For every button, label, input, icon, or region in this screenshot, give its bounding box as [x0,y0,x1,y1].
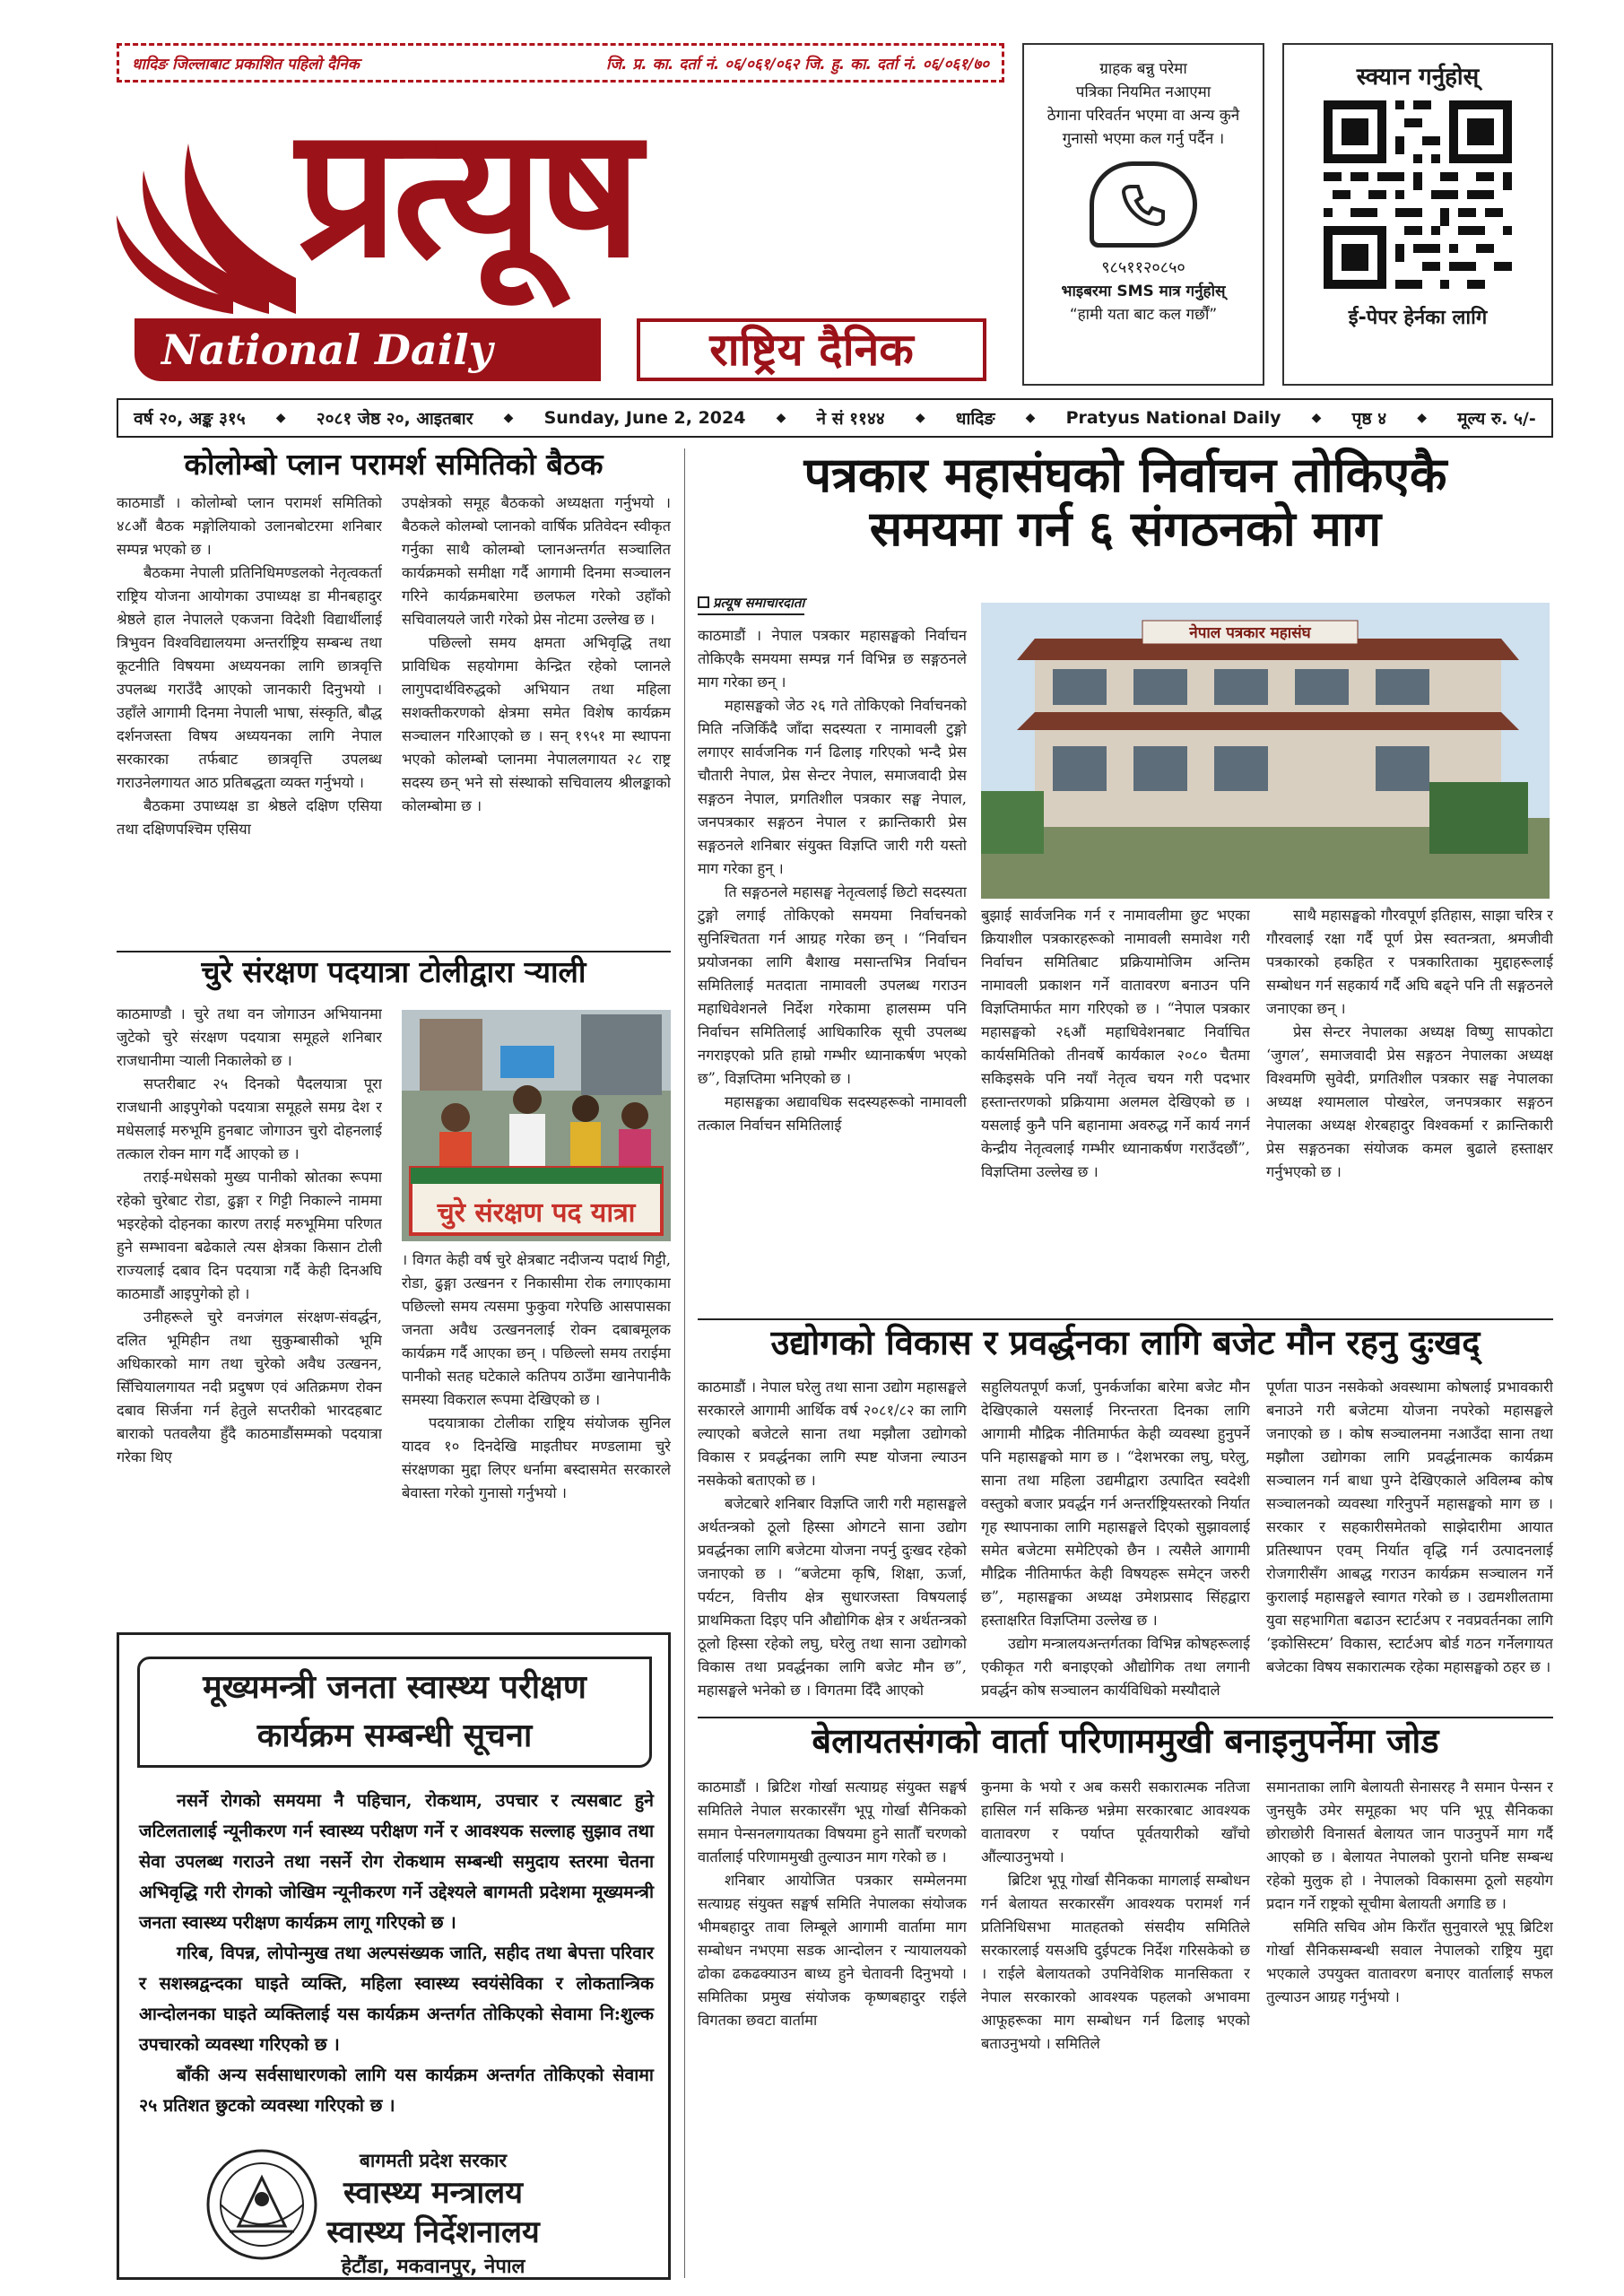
qr-caption: ई-पेपर हेर्नका लागि [1348,307,1488,329]
sign-text: नेपाल पत्रकार महासंघ [1189,624,1311,642]
subscriber-notice [1022,43,1264,386]
volume-issue: वर्ष २०, अङ्क ३१५ [134,409,246,429]
publication-name: Pratyus National Daily [1065,408,1281,428]
building-image [981,603,1550,899]
udyog-column-1 [698,1376,967,1713]
patrakar-headline [698,448,1553,557]
ad-paragraph: बाँकी अन्य सर्वसाधारणको लागि यस कार्यक्रम अन्तर्गत तोकिएको सेवामा २५ प्रतिशत छुटको व्यवस्था गरिएको छ । [139,2065,654,2116]
divider [117,951,671,952]
contact-number: ९८५११२०८५० [1101,258,1185,277]
patrakar-column-2 [981,904,1250,1313]
paragraph: काठमाण्डौ । चुरे तथा वन जोगाउन अभियानमा जुटेको चुरे संरक्षण पदयात्रा समूहले शनिबार राजधानीमा र्‍याली निकालेको छ । [117,1005,382,1069]
first-daily-tagline: धादिङ जिल्लाबाट प्रकाशित पहिलो दैनिक [132,55,360,74]
paragraph: कुनमा के भयो र अब कसरी सकारात्मक नतिजा हासिल गर्न सकिन्छ भन्नेमा सरकारबाट आवश्यक वातावरण र पर्याप्त पूर्वतयारीको खाँचो औंल्याउनुभयो । [981,1779,1250,1866]
paragraph: समानताका लागि बेलायती सेनासरह नै समान पेन्सन र जुनसुकै उमेर समूहका भए पनि भूपू सैनिकका छोराछोरी विनासर्त बेलायत जान पाउनुपर्ने माग गर्दै आएको छ । बेलायत नेपालको पुरानो घनिष्ट सम्बन्ध रहेको मुलुक हो । नेपालको विकासमा ठूलो सहयोग प्रदान गर्ने राष्ट्रको सूचीमा बेलायती अगाडि छ । [1266,1779,1553,1912]
callback-note: “हामी यता बाट कल गर्छौं” [1069,306,1218,324]
qr-code-icon[interactable] [1324,100,1512,289]
nepali-date: २०८१ जेष्ठ २०, आइतबार [316,409,473,429]
paragraph: तराई-मधेसको मुख्य पानीको स्रोतका रूपमा रहेको चुरेबाट रोडा, ढुङ्गा र गिट्टी निकाल्ने नाममा भइरहेको दोहनका कारण तराई मरुभूमिमा परिणत हुने सम्भावना बढेकाले त्यस क्षेत्रका किसान टोली राज्यलाई दबाव दिन पदयात्रा गर्दै केही दिनअघि काठमाडौं आइपुगेको हो । [117,1169,382,1302]
qr-title: स्क्यान गर्नुहोस् [1356,64,1480,91]
nepal-sambat: ने सं ११४४ [816,409,885,429]
paragraph: बैठकमा उपाध्यक्ष डा श्रेष्ठले दक्षिण एसिया तथा दक्षिणपश्चिम एसिया [117,797,382,838]
separator-icon: ◆ [776,411,786,425]
colombo-column-2 [402,491,671,949]
paragraph: सहुलियतपूर्ण कर्जा, पुनर्कर्जाका बारेमा बजेट मौन देखिएकाले यसलाई निरन्तरता दिनका लागि आगामी मौद्रिक नीतिमार्फत केही व्यवस्था हुनुपर्ने पनि महासङ्घको माग छ । “देशभरका लघु, घरेलु, साना तथा महिला उद्यमीद्वारा उत्पादित स्वदेशी वस्तुको बजार प्रवर्द्धन गर्न अन्तर्राष्ट्रियस्तरको निर्यात गृह स्थापनाका लागि महासङ्घले दिएको सुझावलाई समेत बजेटमा समेटिएको छैन । त्यसैले आगामी मौद्रिक नीतिमार्फत केही विषयहरू समेट्न जरुरी छ”, महासङ्घका अध्यक्ष उमेशप्रसाद सिंहद्वारा हस्ताक्षरित विज्ञप्तिमा उल्लेख छ । [981,1378,1250,1629]
paragraph: साथै महासङ्घको गौरवपूर्ण इतिहास, साझा चरित्र र गौरवलाई रक्षा गर्दै पूर्ण प्रेस स्वतन्त्रता, श्रमजीवी पत्रकारको हकहित र पत्रकारिताका मुद्दाहरूलाई सम्बोधन गर्न सहकार्य गर्दै अघि बढ्ने पनि ती सङ्गठनले जनाएका छन् । [1266,907,1553,1017]
headline-line: पत्रकार महासंघको निर्वाचन तोकिएकै [803,447,1447,503]
divider [698,1717,1553,1718]
issuer-government: बागमती प्रदेश सरकार [359,2150,508,2171]
paragraph: समिति सचिव ओम किराँत सुनुवारले भूपू ब्रिटिश गोर्खा सैनिकसम्बन्धी सवाल नेपालको राष्ट्रिय मुद्दा भएकाले उपयुक्त वातावरण बनाएर वार्तालाई सफल तुल्याउन आग्रह गर्नुभयो । [1266,1918,1553,2005]
byline-square-icon [698,596,709,608]
issuer-directorate: स्वास्थ्य निर्देशनालय [326,2214,540,2250]
notice-line: पत्रिका नियमित नआएमा [1075,83,1211,101]
newspaper-logo [117,87,1004,386]
paragraph: उपक्षेत्रको समूह बैठकको अध्यक्षता गर्नुभयो । बैठकले कोलम्बो प्लानको वार्षिक प्रतिवेदन स्वीकृत गर्नुका साथै कोलम्बो प्लानअन्तर्गत सञ्चालित कार्यक्रमको समीक्षा गर्दै आगामी दिनमा सञ्चालन गरिने कार्यक्रमबारेमा छलफल गरेको उहाँको सचिवालयले जारी गरेको प्रेस नोटमा उल्लेख छ । [402,494,671,628]
paragraph: काठमाडौं । नेपाल घरेलु तथा साना उद्योग महासङ्घले सरकारले आगामी आर्थिक वर्ष २०८१/८२ का लागि ल्याएको बजेटले साना तथा मझौला उद्योगको विकास र प्रवर्द्धनका लागि स्पष्ट योजना ल्याउन नसकेको बताएको छ । [698,1378,967,1489]
logo-wordmark: प्रत्यूष [296,87,637,298]
flame-swoosh-icon [117,108,305,314]
divider [698,1318,1553,1320]
patrakar-column-3 [1266,904,1553,1313]
paragraph: महासङ्घका अद्यावधिक सदस्यहरूको नामावली तत्काल निर्वाचन समितिलाई [698,1093,967,1134]
separator-icon: ◆ [915,411,925,425]
rally-photo [402,1010,671,1241]
registration-number: जि. प्र. का. दर्ता नं. ०६/०६१/०६२ जि. हु. का. दर्ता नं. ०६/०६१/७० [606,55,989,74]
paragraph: काठमाडौं । कोलोम्बो प्लान परामर्श समितिको ४८औं बैठक मङ्गोलियाको उलानबोटरमा शनिबार सम्पन्न भएको छ । [117,494,382,558]
notice-line: ग्राहक बन्नु परेमा [1099,60,1187,78]
patrakar-column-1 [698,624,967,1313]
chure-column-2 [402,1248,671,1622]
paragraph: महासङ्घको जेठ २६ गते तोकिएको निर्वाचनको मिति नजिकिँदै जाँदा सदस्यता र नामावली टुङ्गो लगाएर सार्वजनिक गर्न ढिलाइ गरिएको भन्दै प्रेस चौतारी नेपाल, प्रेस सेन्टर नेपाल, समाजवादी प्रेस सङ्गठन नेपाल, प्रगतिशील पत्रकार सङ्घ नेपाल, जनपत्रकार सङ्गठन नेपाल र क्रान्तिकारी प्रेस सङ्गठनले शनिबार संयुक्त विज्ञप्ति जारी गरी यस्तो माग गरेका हुन् । [698,697,967,877]
building-photo [981,603,1550,899]
column-rule [684,448,685,2278]
paragraph: पूर्णता पाउन नसकेको अवस्थामा कोषलाई प्रभावकारी बनाउने गरी बजेटमा योजना नपरेको महासङ्घले जनाएको छ । कोष सञ्चालनमा नआउँदा साना तथा मझौला उद्योगका लागि प्रवर्द्धनात्मक कार्यक्रम सञ्चालन गर्न बाधा पुग्ने देखिएकाले अविलम्ब कोष सञ्चालनको व्यवस्था गरिनुपर्ने महासङ्घको माग छ । सरकार र सहकारीसमेतको साझेदारीमा आयात प्रतिस्थापन एवम् निर्यात वृद्धि गर्न उत्पादनलाई रोजगारीसँग आबद्ध गराउन कार्यक्रम सञ्चालन गर्ने कुरालाई महासङ्घले स्वागत गरेको छ । उद्यमशीलतामा युवा सहभागिता बढाउन स्टार्टअप र नवप्रवर्तनका लागि ‘इकोसिस्टम’ विकास, स्टार्टअप बोर्ड गठन गर्नेलगायत बजेटका विषय सकारात्मक रहेका महासङ्घको ठहर छ । [1266,1378,1553,1675]
rally-image [402,1010,671,1241]
paragraph: काठमाडौं । नेपाल पत्रकार महासङ्घको निर्वाचन तोकिएकै समयमा सम्पन्न गर्न विभिन्न छ सङ्गठनले माग गरेका छन् । [698,627,967,691]
paragraph: बुझाई सार्वजनिक गर्न र नामावलीमा छुट भएका क्रियाशील पत्रकारहरूको नामावली समावेश गरी निर्वाचन समितिबाट प्रक्रियामोजिम अन्तिम नामावली प्रकाशन गर्ने वातावरण बनाउन पनि विज्ञप्तिमार्फत माग गरिएको छ । “नेपाल पत्रकार महासङ्घको २६औं महाधिवेशनबाट निर्वाचित कार्यसमितिको तीनवर्षे कार्यकाल २०८० चैतमा सकिइसके पनि नयाँ नेतृत्व चयन गरी पदभार हस्तान्तरणको प्रक्रियामा अलमल देखिएको छ । यसलाई कुनै पनि बहानामा अवरुद्ध गर्ने कार्य नगर्न केन्द्रीय नेतृत्वलाई गम्भीर ध्यानाकर्षण गराउँदछौं”, विज्ञप्तिमा उल्लेख छ । [981,907,1250,1180]
paragraph: बैठकमा नेपाली प्रतिनिधिमण्डलको नेतृत्वकर्ता राष्ट्रिय योजना आयोगका उपाध्यक्ष डा मीनबहादुर श्रेष्ठले हाल नेपालले एकजना विदेशी विद्यार्थीलाई त्रिभुवन विश्वविद्यालयमा अन्तर्राष्ट्रिय सम्बन्ध तथा कूटनीति विषयमा अध्ययनका लागि छात्रवृत्ति उपलब्ध गराउँदै आएको जानकारी दिनुभयो । उहाँले आगामी दिनमा नेपाली भाषा, संस्कृति, बौद्ध दर्शनजस्ता विषय अध्ययनका लागि नेपाल सरकारका तर्फबाट छात्रवृत्ति उपलब्ध गराउनेलगायत आठ प्रतिबद्धता व्यक्त गर्नुभयो । [117,564,382,791]
masthead [117,43,1553,393]
byline [698,594,804,615]
belayat-column-2 [981,1776,1250,2278]
udyog-column-3 [1266,1376,1553,1713]
separator-icon: ◆ [1417,411,1428,425]
colombo-headline: कोलोम्बो प्लान परामर्श समितिको बैठक [184,447,604,482]
ad-paragraph: नसर्ने रोगको समयमा नै पहिचान, रोकथाम, उपचार र त्यसबाट हुने जटिलतालाई न्यूनीकरण गर्न स्वास्थ्य परीक्षण गर्ने र आवश्यक सल्लाह सुझाव तथा सेवा उपलब्ध गराउने तथा नसर्ने रोग रोकथाम सम्बन्धी समुदाय स्तरमा चेतना अभिवृद्धि गरी रोगको जोखिम न्यूनीकरण गर्ने उद्देश्यले बागमती प्रदेशमा मूख्यमन्त्री जनता स्वास्थ्य परीक्षण कार्यक्रम लागू गरिएको छ । [139,1790,654,1933]
ad-title-line: कार्यक्रम सम्बन्धी सूचना [256,1718,533,1754]
qr-panel [1282,43,1553,386]
paragraph: प्रेस सेन्टर नेपालका अध्यक्ष विष्णु सापकोटा ‘जुगल’, समाजवादी प्रेस सङ्गठन नेपालका अध्यक्ष विश्वमणि सुवेदी, प्रगतिशील पत्रकार सङ्घ नेपालका अध्यक्ष श्यामलाल पोखरेल, जनपत्रकार सङ्गठन नेपालका अध्यक्ष शेरबहादुर विश्वकर्मा र क्रान्तिकारी प्रेस सङ्गठनका संयोजक कमल बुढाले हस्ताक्षर गर्नुभएको छ । [1266,1023,1553,1180]
chure-headline: चुरे संरक्षण पदयात्रा टोलीद्वारा र्‍याली [201,954,586,989]
english-date: Sunday, June 2, 2024 [543,408,746,428]
ad-paragraph: गरिब, विपन्न, लोपोन्मुख तथा अल्पसंख्यक जाति, सहीद तथा बेपत्ता परिवार र सशस्त्रद्वन्दका घाइते व्यक्ति, महिला स्वास्थ्य स्वयंसेविका र लोकतान्त्रिक आन्दोलनका घाइते व्यक्तिलाई यस कार्यक्रम अन्तर्गत तोकिएको सेवामा नि:शुल्क उपचारको व्यवस्था गरिएको छ । [139,1943,654,2055]
belayat-column-1 [698,1776,967,2278]
colombo-column-1 [117,491,382,949]
dateline-bar [117,398,1553,438]
byline-text: प्रत्यूष समाचारदाता [713,595,805,611]
paragraph: काठमाडौं । ब्रिटिश गोर्खा सत्याग्रह संयुक्त सङ्घर्ष समितिले नेपाल सरकारसँग भूपू गोर्खा सैनिकको समान पेन्सनलगायतका विषयमा हुने सातौँ चरणको वार्तालाई परिणाममुखी तुल्याउन माग गरेको छ । [698,1779,967,1866]
notice-line: गुनासो भएमा कल गर्नु पर्दैन । [1062,130,1225,148]
headline-line: समयमा गर्न ६ संगठनको माग [869,500,1382,558]
publication-place: धादिङ [955,409,995,429]
udyog-headline: उद्योगको विकास र प्रवर्द्धनका लागि बजेट मौन रहनु दुःखद् [770,1323,1481,1362]
notice-line: ठेगाना परिवर्तन भएमा वा अन्य कुनै [1046,107,1240,125]
registration-bar [117,43,1004,83]
paragraph: शनिबार आयोजित पत्रकार सम्मेलनमा सत्याग्रह संयुक्त सङ्घर्ष समिति नेपालका संयोजक भीमबहादुर तावा लिम्बूले आगामी वार्तामा माग सम्बोधन नभएमा सडक आन्दोलन र न्यायालयको ढोका ढकढक्याउन बाध्य हुने चेतावनी दिनुभयो । समितिका प्रमुख संयोजक कृष्णबहादुर राईले विगतका छवटा वार्तामा [698,1872,967,2029]
paragraph: बजेटबारे शनिबार विज्ञप्ति जारी गरी महासङ्घले अर्थतन्त्रको ठूलो हिस्सा ओगटने साना उद्योग प्रवर्द्धनका लागि बजेटमा योजना नपर्नु दुःखद रहेको जनाएको छ । “बजेटमा कृषि, शिक्षा, ऊर्जा, पर्यटन, वित्तीय क्षेत्र सुधारजस्ता विषयलाई प्राथमिकता दिइए पनि औद्योगिक क्षेत्र र अर्थतन्त्रको ठूलो हिस्सा रहेको लघु, घरेलु तथा साना उद्योगको विकास तथा प्रवर्द्धनका लागि बजेट मौन छ”, महासङ्घले भनेको छ । विगतमा दिँदै आएको [698,1495,967,1699]
paragraph: ब्रिटिश भूपू गोर्खा सैनिकका मागलाई सम्बोधन गर्न बेलायत सरकारसँग आवश्यक परामर्श गर्न प्रतिनिधिसभा मातहतको संसदीय समितिले सरकारलाई यसअघि दुईपटक निर्देश गरिसकेको छ । राईले बेलायतको उपनिवेशिक मानसिकता र नेपाल सरकारको आवश्यक पहलको अभावमा आफूहरूका माग सम्बोधन गर्न ढिलाइ भएको बताउनुभयो । समितिले [981,1872,1250,2052]
paragraph: सप्तरीबाट २५ दिनको पैदलयात्रा पूरा राजधानी आइपुगेको पदयात्रा समूहले समग्र देश र मधेसलाई मरुभूमि हुनबाट जोगाउन चुरो दोहनलाई तत्काल रोक्न माग गर्दै आएको छ । [117,1075,382,1162]
chure-column-1 [117,1003,382,1622]
logo-nepali-subtitle: राष्ट्रिय दैनिक [637,318,986,381]
ad-body [139,1786,654,2121]
belayat-headline: बेलायतसंगको वार्ता परिणाममुखी बनाइनुपर्नेमा जोड [812,1721,1439,1761]
ad-title-line: मूख्यमन्त्री जनता स्वास्थ्य परीक्षण [203,1669,586,1706]
separator-icon: ◆ [1025,411,1036,425]
separator-icon: ◆ [275,411,286,425]
paragraph: उद्योग मन्त्रालयअन्तर्गतका विभिन्न कोषहरूलाई एकीकृत गरी बनाइएको औद्योगिक तथा लगानी प्रवर्द्धन कोष सञ्चालन कार्यविधिको मस्यौदाले [981,1635,1250,1699]
viber-phone-icon [1090,161,1197,248]
separator-icon: ◆ [503,411,514,425]
udyog-column-2 [981,1376,1250,1713]
separator-icon: ◆ [1311,411,1322,425]
paragraph: ति सङ्गठनले महासङ्घ नेतृत्वलाई छिटो सदस्यता टुङ्गो लगाई तोकिएको समयमा निर्वाचनको सुनिश्चितता गर्न आग्रह गरेका छन् । “निर्वाचन प्रयोजनका लागि बैशाख मसान्तभित्र निर्वाचन समितिलाई मतदाता नामावली उपलब्ध गराउन महाधिवेशनले निर्देश गरेकामा हालसम्म पनि निर्वाचन समितिलाई आधिकारिक सूची उपलब्ध नगराइएको प्रति हाम्रो गम्भीर ध्यानाकर्षण भएको छ”, विज्ञप्तिमा भनिएको छ । [698,883,967,1087]
paragraph: पछिल्लो समय क्षमता अभिवृद्धि तथा प्राविधिक सहयोगमा केन्द्रित रहेको प्लानले लागुपदार्थविरुद्धको अभियान तथा महिला सशक्तीकरणको क्षेत्रमा समेत विशेष कार्यक्रम सञ्चालन गरिआएको छ । सन् १९५१ मा स्थापना भएको कोलम्बो प्लानमा नेपाललगायत २८ राष्ट्र सदस्य छन् भने सो संस्थाको सचिवालय श्रीलङ्काको कोलम्बोमा छ । [402,634,671,814]
paragraph: उनीहरूले चुरे वनजंगल संरक्षण-संवर्द्धन, दलित भूमिहीन तथा सुकुम्बासीको भूमि अधिकारको माग तथा चुरेको अवैध उत्खनन, सिँचियालगायत नदी प्रदुषण एवं अतिक्रमण रोक्न दबाव सिर्जना गर्न हेतुले सप्तरीको भारदहबाट बाराको पतवलैया हुँदै काठमाडौंसम्मको पदयात्रा गरेका थिए [117,1309,382,1465]
issuer-ministry: स्वास्थ्य मन्त्रालय [343,2175,523,2211]
logo-english: National Daily [135,318,601,381]
price: मूल्य रु. ५/- [1457,409,1536,429]
paragraph: पदयात्राका टोलीका राष्ट्रिय संयोजक सुनिल यादव १० दिनदेखि माइतीघर मण्डलामा चुरे संरक्षणका मुद्दा लिएर धर्नामा बस्दासमेत सरकारले बेवास्ता गरेको गुनासो गर्नुभयो । [402,1414,671,1501]
page-number: पृष्ठ ४ [1351,409,1387,429]
belayat-column-3 [1266,1776,1553,2278]
paragraph: । विगत केही वर्ष चुरे क्षेत्रबाट नदीजन्य पदार्थ गिट्टी, रोडा, ढुङ्गा उत्खनन र निकासीमा रोक लगाएकामा पछिल्लो समय त्यसमा फुकुवा गरेपछि आसपासका जनता अवैध उत्खननलाई रोक्न दबाबमूलक कार्यक्रम गर्दै आएका छन् । पछिल्लो समय तराईमा पानीको सतह घटेकाले कतिपय ठाउँमा खानेपानीकै समस्या विकराल रूपमा देखिएको छ । [402,1251,671,1408]
sms-instruction: भाइबरमा SMS मात्र गर्नुहोस् [1061,283,1226,300]
issuer-address: हेटौंडा, मकवानपुर, नेपाल [341,2256,525,2278]
ad-title [137,1657,652,1768]
government-emblem-icon [203,2145,321,2264]
logo-band [135,318,986,381]
banner-text: चुरे संरक्षण पद यात्रा [437,1197,636,1229]
health-notice-ad [117,1632,671,2280]
